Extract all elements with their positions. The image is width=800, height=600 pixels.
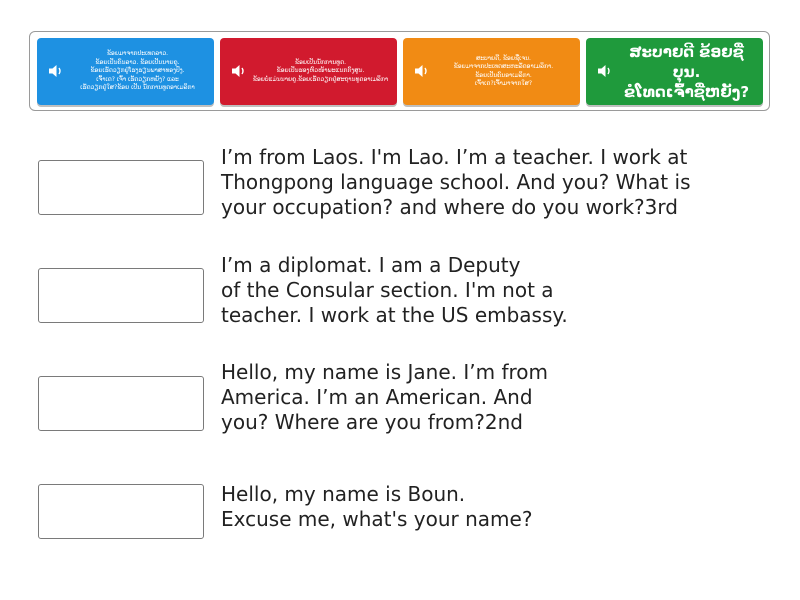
speaker-icon[interactable] — [230, 62, 248, 80]
answer-card-1[interactable] — [37, 38, 214, 105]
answer-card-2[interactable] — [220, 38, 397, 105]
answer-card-3-text: ສະບາຍດີ, ຂ້ອຍຊື່ເຈນ. ຂ້ອຍມາຈາກປະເທດສະຫະລັດອາເມລິກາ. ຂ້ອຍເປັນຄົນອາເມລິກາ. ເຈົ້າເດ?ເຈົ້າມາຈາກໃສ? — [453, 54, 554, 87]
answer-card-4[interactable] — [586, 38, 763, 105]
drop-slot-4[interactable] — [38, 484, 204, 539]
prompt-text-1: I’m from Laos. I'm Lao. I’m a teacher. I work at Thongpong language school. And you? What is your occupation? and where do you work?3rd — [221, 145, 691, 219]
answer-card-tray — [29, 31, 770, 111]
answer-card-2-text: ຂ້ອຍເປັນນັກການທູດ. ຂ້ອຍເປັນຮອງຫົວໜ້າພະແນກກົງສູນ. ຂ້ອຍບໍ່ແມ່ນນາຍຄູ.ຂ້ອຍເຮັດວຽກຢູ່ສະຖານທູດອາເມລິກາ — [252, 58, 389, 83]
drop-slot-2[interactable] — [38, 268, 204, 323]
speaker-icon[interactable] — [413, 62, 431, 80]
speaker-icon[interactable] — [47, 62, 65, 80]
speaker-icon[interactable] — [596, 62, 614, 80]
drop-slot-3[interactable] — [38, 376, 204, 431]
drop-slot-1[interactable] — [38, 160, 204, 215]
prompt-text-4: Hello, my name is Boun. Excuse me, what's your name? — [221, 482, 533, 531]
prompt-text-3: Hello, my name is Jane. I’m from America. I’m an American. And you? Where are you from?2nd — [221, 360, 548, 434]
answer-card-3[interactable] — [403, 38, 580, 105]
answer-card-1-text: ຂ້ອຍມາຈາກປະເທດລາວ. ຂ້ອຍເປັນຄົນລາວ. ຂ້ອຍເປັນນາຍຄູ. ຂ້ອຍເຮັດວຽກຢູ່ໂຮງຮຽນພາສາທອງປົງ. ເຈົ້າເດ? ເຈົ້າ ເຮັດວຽກຫຍັງ? ແລະ ເຮັດວຽກຢູ່ໃສ?ຂ້ອຍ ເປັນ ນັກການທູດອາເມລິກາ — [80, 50, 195, 92]
prompt-text-2: I’m a diplomat. I am a Deputy of the Consular section. I'm not a teacher. I work at the US embassy. — [221, 253, 568, 327]
answer-card-4-text: ສະບາຍດີ ຂ້ອຍຊື່ບຸນ. ຂໍໂທດເຈົ້າຊື່ຫຍັງ? — [623, 42, 750, 101]
